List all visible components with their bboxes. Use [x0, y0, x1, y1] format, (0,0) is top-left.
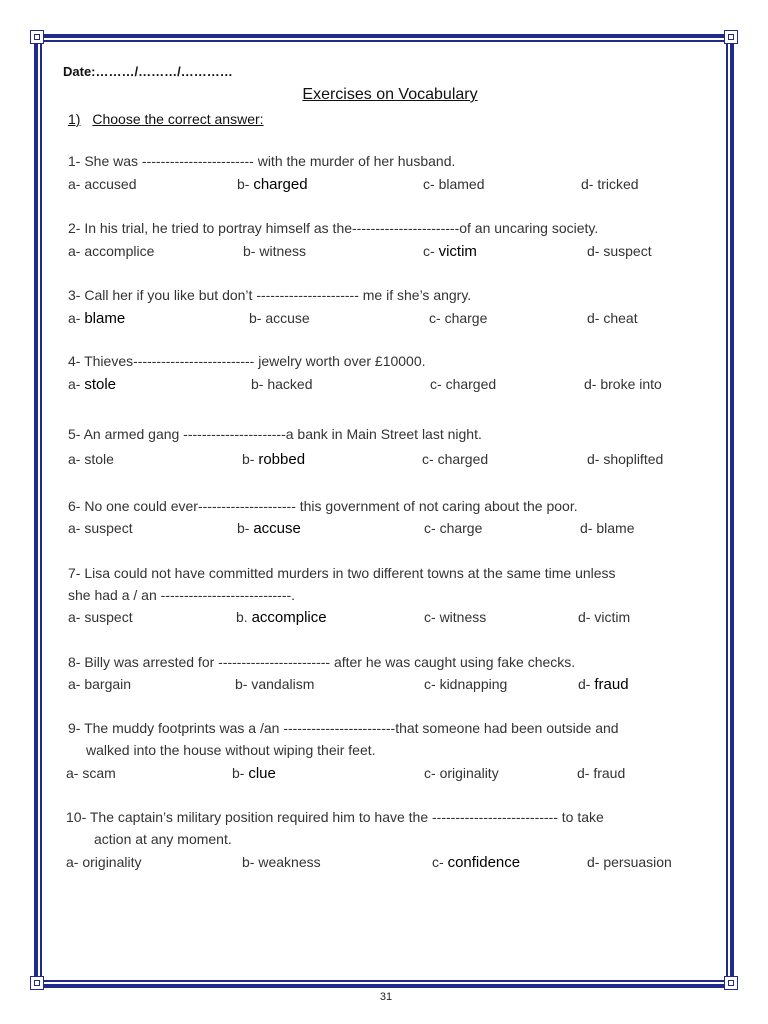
option-d: d- blame [580, 520, 635, 536]
question-10-continued: action at any moment. [94, 831, 232, 847]
option-b: b. accomplice [236, 609, 327, 626]
option-d: d- cheat [587, 310, 638, 326]
option-b: b- vandalism [235, 676, 315, 692]
question-1: 1- She was ------------------------ with the murder of her husband. [68, 153, 456, 169]
question-10: 10- The captain’s military position required him to have the --------------------------- to take [66, 809, 604, 825]
instruction-number: 1) [68, 111, 81, 127]
option-b: b- witness [243, 243, 307, 259]
option-b: b- robbed [242, 451, 306, 468]
option-d: d- persuasion [587, 854, 672, 870]
option-c: c- victim [423, 243, 477, 260]
question-9: 9- The muddy footprints was a /an ------------------------that someone had been outside and [68, 720, 619, 736]
option-a: a- accomplice [68, 243, 155, 259]
corner-ornament [30, 976, 44, 990]
option-c: c- witness [424, 609, 487, 625]
option-a: a- originality [66, 854, 142, 870]
question-3: 3- Call her if you like but don’t ---------------------- me if she’s angry. [68, 287, 472, 303]
option-c: c- charged [430, 376, 497, 392]
question-6: 6- No one could ever--------------------- this government of not caring about the poor. [68, 498, 578, 514]
question-9-continued: walked into the house without wiping their feet. [86, 742, 376, 758]
question-2: 2- In his trial, he tried to portray himself as the-----------------------of an uncaring society. [68, 220, 599, 236]
option-b: b- hacked [251, 376, 313, 392]
option-b: b- accuse [249, 310, 310, 326]
question-7: 7- Lisa could not have committed murders in two different towns at the same time unless [68, 565, 616, 581]
question-7-continued: she had a / an ----------------------------. [68, 587, 296, 603]
option-d: d- broke into [584, 376, 662, 392]
question-5: 5- An armed gang ----------------------a bank in Main Street last night. [68, 426, 482, 442]
option-a: a- stole [68, 376, 117, 393]
option-a: a- suspect [68, 609, 133, 625]
option-a: a- stole [68, 451, 114, 467]
option-a: a- accused [68, 176, 137, 192]
option-b: b- accuse [237, 520, 301, 537]
option-b: b- charged [237, 176, 308, 193]
option-b: b- weakness [242, 854, 321, 870]
option-c: c- kidnapping [424, 676, 508, 692]
instruction [68, 111, 264, 127]
page-number: 31 [379, 991, 393, 1003]
option-c: c- charged [422, 451, 489, 467]
option-a: a- suspect [68, 520, 133, 536]
corner-ornament [724, 976, 738, 990]
date-line: Date:………/………/………… [63, 64, 233, 79]
option-a: a- blame [68, 310, 126, 327]
option-d: d- victim [578, 609, 631, 625]
corner-ornament [724, 30, 738, 44]
option-c: c- blamed [423, 176, 485, 192]
corner-ornament [30, 30, 44, 44]
option-d: d- suspect [587, 243, 652, 259]
option-c: c- originality [424, 765, 499, 781]
option-c: c- charge [429, 310, 488, 326]
question-8: 8- Billy was arrested for ------------------------ after he was caught using fake checks. [68, 654, 576, 670]
option-c: c- confidence [432, 854, 521, 871]
option-d: d- fraud [578, 676, 629, 693]
option-c: c- charge [424, 520, 483, 536]
option-a: a- scam [66, 765, 116, 781]
question-4: 4- Thieves-------------------------- jewelry worth over £10000. [68, 353, 426, 369]
option-a: a- bargain [68, 676, 132, 692]
option-b: b- clue [232, 765, 276, 782]
instruction-text: Choose the correct answer: [92, 111, 264, 127]
page-title: Exercises on Vocabulary [302, 86, 478, 103]
option-d: d- tricked [581, 176, 639, 192]
option-d: d- fraud [577, 765, 626, 781]
option-d: d- shoplifted [587, 451, 664, 467]
